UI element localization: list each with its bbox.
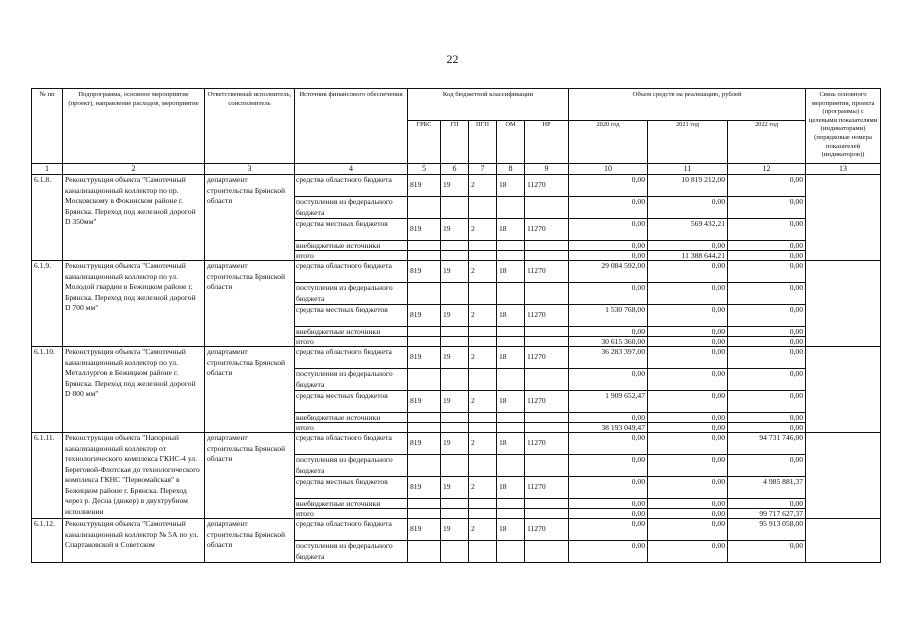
budget-code-np: 11270 bbox=[525, 433, 569, 455]
budget-code-om bbox=[497, 327, 525, 337]
amount-2022: 0,00 bbox=[728, 413, 806, 423]
responsible-executor: департамент строительства Брянской области bbox=[205, 261, 295, 347]
budget-code-pgp: 2 bbox=[469, 175, 497, 197]
column-number: 11 bbox=[648, 164, 728, 175]
column-number: 9 bbox=[525, 164, 569, 175]
column-number: 8 bbox=[497, 164, 525, 175]
funding-source: средства областного бюджета bbox=[295, 347, 408, 369]
budget-code-np: 11270 bbox=[525, 261, 569, 283]
amount-2022: 0,00 bbox=[728, 541, 806, 563]
funding-source: итого bbox=[295, 423, 408, 433]
budget-code-gp bbox=[441, 499, 469, 509]
budget-code-gp bbox=[441, 541, 469, 563]
budget-code-grbs bbox=[408, 413, 441, 423]
budget-code-om bbox=[497, 413, 525, 423]
project-number: 6.1.8. bbox=[32, 175, 63, 261]
amount-2022: 95 913 058,00 bbox=[728, 519, 806, 541]
budget-code-grbs: 819 bbox=[408, 391, 441, 413]
funding-source: средства областного бюджета bbox=[295, 519, 408, 541]
project-number: 6.1.9. bbox=[32, 261, 63, 347]
budget-code-pgp bbox=[469, 241, 497, 251]
header-2020: 2020 год bbox=[569, 121, 648, 164]
budget-code-pgp: 2 bbox=[469, 391, 497, 413]
project-number: 6.1.12. bbox=[32, 519, 63, 563]
budget-code-grbs: 819 bbox=[408, 219, 441, 241]
budget-code-om bbox=[497, 197, 525, 219]
budget-code-pgp: 2 bbox=[469, 219, 497, 241]
amount-2020: 0,00 bbox=[569, 327, 648, 337]
table-row bbox=[32, 261, 881, 283]
budget-code-gp bbox=[441, 369, 469, 391]
budget-code-grbs bbox=[408, 283, 441, 305]
header-row bbox=[32, 89, 881, 121]
budget-code-om bbox=[497, 337, 525, 347]
header-volume: Объем средств на реализацию, рублей bbox=[569, 89, 806, 121]
funding-source: внебюджетные источники bbox=[295, 413, 408, 423]
amount-2020: 0,00 bbox=[569, 499, 648, 509]
amount-2020: 30 615 360,00 bbox=[569, 337, 648, 347]
budget-code-grbs: 819 bbox=[408, 347, 441, 369]
amount-2020: 36 283 397,00 bbox=[569, 347, 648, 369]
amount-2022: 0,00 bbox=[728, 175, 806, 197]
budget-code-om bbox=[497, 541, 525, 563]
column-number: 5 bbox=[408, 164, 441, 175]
amount-2020: 0,00 bbox=[569, 251, 648, 261]
budget-code-gp: 19 bbox=[441, 391, 469, 413]
budget-code-np bbox=[525, 413, 569, 423]
amount-2021: 0,00 bbox=[648, 433, 728, 455]
column-number: 1 bbox=[32, 164, 63, 175]
amount-2020: 38 193 049,47 bbox=[569, 423, 648, 433]
budget-code-np bbox=[525, 541, 569, 563]
amount-2021: 11 388 644,21 bbox=[648, 251, 728, 261]
amount-2020: 0,00 bbox=[569, 509, 648, 519]
amount-2021: 0,00 bbox=[648, 423, 728, 433]
amount-2021: 0,00 bbox=[648, 413, 728, 423]
responsible-executor: департамент строительства Брянской области bbox=[205, 175, 295, 261]
budget-code-np bbox=[525, 499, 569, 509]
column-number: 3 bbox=[205, 164, 295, 175]
amount-2020: 0,00 bbox=[569, 197, 648, 219]
amount-2021: 0,00 bbox=[648, 327, 728, 337]
funding-source: итого bbox=[295, 251, 408, 261]
budget-code-om bbox=[497, 251, 525, 261]
amount-2020: 1 530 768,00 bbox=[569, 305, 648, 327]
budget-code-grbs: 819 bbox=[408, 175, 441, 197]
funding-source: средства областного бюджета bbox=[295, 175, 408, 197]
amount-2022: 4 985 881,37 bbox=[728, 477, 806, 499]
budget-code-om bbox=[497, 423, 525, 433]
amount-2021: 0,00 bbox=[648, 283, 728, 305]
amount-2022: 0,00 bbox=[728, 455, 806, 477]
budget-code-om bbox=[497, 369, 525, 391]
funding-source: итого bbox=[295, 509, 408, 519]
amount-2021: 0,00 bbox=[648, 509, 728, 519]
budget-code-grbs bbox=[408, 509, 441, 519]
indicator-link bbox=[806, 261, 881, 347]
budget-code-om: 18 bbox=[497, 519, 525, 541]
table-row bbox=[32, 347, 881, 369]
funding-source: средства местных бюджетов bbox=[295, 305, 408, 327]
budget-code-grbs bbox=[408, 337, 441, 347]
funding-source: поступления из федерального бюджета bbox=[295, 197, 408, 219]
budget-code-np bbox=[525, 283, 569, 305]
project-name: Реконструкция объекта "Самотечный канализационный коллектор № 5А по ул. Спартаковской в Советском bbox=[63, 519, 205, 563]
funding-source: внебюджетные источники bbox=[295, 499, 408, 509]
header-grbs: ГРБС bbox=[408, 121, 441, 164]
header-budget-code: Код бюджетной классификации bbox=[408, 89, 569, 121]
budget-code-pgp bbox=[469, 251, 497, 261]
budget-code-gp: 19 bbox=[441, 175, 469, 197]
budget-code-pgp: 2 bbox=[469, 519, 497, 541]
budget-code-pgp bbox=[469, 197, 497, 219]
budget-code-np: 11270 bbox=[525, 391, 569, 413]
budget-code-gp: 19 bbox=[441, 305, 469, 327]
budget-code-om bbox=[497, 241, 525, 251]
project-number: 6.1.11. bbox=[32, 433, 63, 519]
funding-source: средства областного бюджета bbox=[295, 433, 408, 455]
header-2021: 2021 год bbox=[648, 121, 728, 164]
budget-code-grbs bbox=[408, 241, 441, 251]
budget-code-grbs bbox=[408, 197, 441, 219]
amount-2022: 0,00 bbox=[728, 283, 806, 305]
budget-code-grbs bbox=[408, 423, 441, 433]
budget-code-np bbox=[525, 509, 569, 519]
budget-code-pgp bbox=[469, 499, 497, 509]
amount-2020: 0,00 bbox=[569, 541, 648, 563]
budget-code-np: 11270 bbox=[525, 519, 569, 541]
funding-source: внебюджетные источники bbox=[295, 327, 408, 337]
budget-code-pgp bbox=[469, 541, 497, 563]
indicator-link bbox=[806, 519, 881, 563]
amount-2020: 0,00 bbox=[569, 477, 648, 499]
budget-code-np bbox=[525, 369, 569, 391]
budget-code-pgp bbox=[469, 369, 497, 391]
budget-code-pgp bbox=[469, 337, 497, 347]
amount-2020: 0,00 bbox=[569, 519, 648, 541]
project-name: Реконструкция объекта "Самотечный канализационный коллектор по ул. Молодой гвардии в Бежицком районе г. Брянска. Переход под железной дорогой D 700 мм" bbox=[63, 261, 205, 347]
budget-code-np: 11270 bbox=[525, 347, 569, 369]
budget-code-om: 18 bbox=[497, 391, 525, 413]
budget-code-gp bbox=[441, 197, 469, 219]
funding-source: средства областного бюджета bbox=[295, 261, 408, 283]
amount-2022: 0,00 bbox=[728, 347, 806, 369]
budget-code-grbs bbox=[408, 327, 441, 337]
header-num: № пп bbox=[32, 89, 63, 164]
budget-code-gp: 19 bbox=[441, 519, 469, 541]
funding-source: средства местных бюджетов bbox=[295, 391, 408, 413]
budget-code-gp: 19 bbox=[441, 433, 469, 455]
amount-2022: 0,00 bbox=[728, 391, 806, 413]
amount-2020: 1 909 652,47 bbox=[569, 391, 648, 413]
column-number: 2 bbox=[63, 164, 205, 175]
column-number: 10 bbox=[569, 164, 648, 175]
budget-code-grbs: 819 bbox=[408, 433, 441, 455]
column-number: 13 bbox=[806, 164, 881, 175]
amount-2020: 0,00 bbox=[569, 175, 648, 197]
amount-2021: 0,00 bbox=[648, 541, 728, 563]
project-number: 6.1.10. bbox=[32, 347, 63, 433]
budget-code-grbs: 819 bbox=[408, 305, 441, 327]
budget-code-pgp: 2 bbox=[469, 347, 497, 369]
budget-code-om bbox=[497, 509, 525, 519]
amount-2022: 0,00 bbox=[728, 337, 806, 347]
budget-code-om bbox=[497, 283, 525, 305]
amount-2020: 0,00 bbox=[569, 413, 648, 423]
budget-code-np bbox=[525, 251, 569, 261]
amount-2022: 0,00 bbox=[728, 423, 806, 433]
header-subprogram: Подпрограмма, основное мероприятие (проект), направление расходов, мероприятие bbox=[63, 89, 205, 164]
budget-code-pgp bbox=[469, 455, 497, 477]
header-gp: ГП bbox=[441, 121, 469, 164]
budget-code-gp bbox=[441, 455, 469, 477]
amount-2022: 94 731 746,00 bbox=[728, 433, 806, 455]
budget-code-gp bbox=[441, 327, 469, 337]
amount-2021: 0,00 bbox=[648, 455, 728, 477]
budget-code-om: 18 bbox=[497, 477, 525, 499]
budget-code-grbs bbox=[408, 541, 441, 563]
budget-code-gp bbox=[441, 509, 469, 519]
budget-code-gp: 19 bbox=[441, 477, 469, 499]
amount-2020: 0,00 bbox=[569, 241, 648, 251]
amount-2022: 0,00 bbox=[728, 219, 806, 241]
amount-2021: 0,00 bbox=[648, 499, 728, 509]
budget-code-gp bbox=[441, 413, 469, 423]
budget-code-gp bbox=[441, 241, 469, 251]
funding-source: поступления из федерального бюджета bbox=[295, 283, 408, 305]
amount-2022: 0,00 bbox=[728, 305, 806, 327]
amount-2020: 0,00 bbox=[569, 219, 648, 241]
budget-table bbox=[31, 88, 881, 563]
budget-code-grbs: 819 bbox=[408, 261, 441, 283]
budget-code-gp bbox=[441, 251, 469, 261]
budget-code-om: 18 bbox=[497, 305, 525, 327]
responsible-executor: департамент строительства Брянской области bbox=[205, 433, 295, 519]
budget-code-pgp bbox=[469, 423, 497, 433]
table-row bbox=[32, 519, 881, 541]
funding-source: поступления из федерального бюджета bbox=[295, 369, 408, 391]
column-numbers-row bbox=[32, 164, 881, 175]
budget-code-om: 18 bbox=[497, 219, 525, 241]
budget-code-np: 11270 bbox=[525, 477, 569, 499]
amount-2021: 0,00 bbox=[648, 197, 728, 219]
indicator-link bbox=[806, 175, 881, 261]
amount-2022: 0,00 bbox=[728, 251, 806, 261]
funding-source: итого bbox=[295, 337, 408, 347]
budget-code-pgp bbox=[469, 327, 497, 337]
header-np: НР bbox=[525, 121, 569, 164]
budget-code-grbs: 819 bbox=[408, 519, 441, 541]
amount-2021: 0,00 bbox=[648, 261, 728, 283]
budget-code-np: 11270 bbox=[525, 305, 569, 327]
header-responsible: Ответственный исполнитель, соисполнитель bbox=[205, 89, 295, 164]
amount-2021: 0,00 bbox=[648, 519, 728, 541]
header-source: Источник финансового обеспечения bbox=[295, 89, 408, 164]
budget-code-np: 11270 bbox=[525, 175, 569, 197]
header-om: ОМ bbox=[497, 121, 525, 164]
funding-source: средства местных бюджетов bbox=[295, 219, 408, 241]
header-pgp: ПГП bbox=[469, 121, 497, 164]
budget-code-np bbox=[525, 337, 569, 347]
amount-2021: 0,00 bbox=[648, 305, 728, 327]
responsible-executor: департамент строительства Брянской области bbox=[205, 519, 295, 563]
amount-2020: 0,00 bbox=[569, 369, 648, 391]
column-number: 4 bbox=[295, 164, 408, 175]
column-number: 12 bbox=[728, 164, 806, 175]
column-number: 7 bbox=[469, 164, 497, 175]
amount-2022: 0,00 bbox=[728, 369, 806, 391]
table-row bbox=[32, 175, 881, 197]
amount-2021: 569 432,21 bbox=[648, 219, 728, 241]
funding-source: средства местных бюджетов bbox=[295, 477, 408, 499]
budget-code-gp bbox=[441, 283, 469, 305]
project-name: Реконструкция объекта "Самотечный канализационный коллектор по пр. Московскому в Фокинском районе г. Брянска. Переход под железной дорогой D 350мм" bbox=[63, 175, 205, 261]
budget-code-np: 11270 bbox=[525, 219, 569, 241]
funding-source: поступления из федерального бюджета bbox=[295, 455, 408, 477]
budget-code-np bbox=[525, 455, 569, 477]
project-name: Реконструкция объекта "Самотечный канализационный коллектор по ул. Металлургов в Бежицком районе г. Брянска. Переход под железной дорогой D 800 мм" bbox=[63, 347, 205, 433]
table-row bbox=[32, 433, 881, 455]
amount-2022: 99 717 627,37 bbox=[728, 509, 806, 519]
budget-code-om: 18 bbox=[497, 175, 525, 197]
budget-code-grbs bbox=[408, 369, 441, 391]
budget-code-gp bbox=[441, 423, 469, 433]
project-name: Реконструкция объекта "Напорный канализационный коллектор от технологического комплекса ГКНС-4 ул. Береговой-Флотская до технологического комплекса ГКНС "Первомайская" в Бежицком районе г. Брянска. Переход через р. Десна (дюкер) в двухтрубном исполнении bbox=[63, 433, 205, 519]
budget-code-gp: 19 bbox=[441, 347, 469, 369]
funding-source: поступления из федерального бюджета bbox=[295, 541, 408, 563]
amount-2020: 29 084 592,00 bbox=[569, 261, 648, 283]
amount-2022: 0,00 bbox=[728, 241, 806, 251]
budget-code-np bbox=[525, 327, 569, 337]
amount-2021: 0,00 bbox=[648, 347, 728, 369]
amount-2020: 0,00 bbox=[569, 433, 648, 455]
budget-code-grbs: 819 bbox=[408, 477, 441, 499]
budget-code-grbs bbox=[408, 499, 441, 509]
column-number: 6 bbox=[441, 164, 469, 175]
responsible-executor: департамент строительства Брянской области bbox=[205, 347, 295, 433]
amount-2022: 0,00 bbox=[728, 327, 806, 337]
budget-code-gp bbox=[441, 337, 469, 347]
budget-code-gp: 19 bbox=[441, 219, 469, 241]
budget-code-om bbox=[497, 499, 525, 509]
budget-code-np bbox=[525, 197, 569, 219]
budget-code-pgp bbox=[469, 283, 497, 305]
budget-code-om: 18 bbox=[497, 433, 525, 455]
amount-2022: 0,00 bbox=[728, 261, 806, 283]
amount-2022: 0,00 bbox=[728, 197, 806, 219]
amount-2021: 0,00 bbox=[648, 477, 728, 499]
amount-2020: 0,00 bbox=[569, 283, 648, 305]
indicator-link bbox=[806, 347, 881, 433]
funding-source: внебюджетные источники bbox=[295, 241, 408, 251]
page-number: 22 bbox=[446, 52, 459, 66]
budget-code-pgp: 2 bbox=[469, 433, 497, 455]
budget-code-pgp: 2 bbox=[469, 477, 497, 499]
budget-code-om bbox=[497, 455, 525, 477]
budget-code-pgp bbox=[469, 509, 497, 519]
budget-code-pgp: 2 bbox=[469, 305, 497, 327]
amount-2020: 0,00 bbox=[569, 455, 648, 477]
budget-code-gp: 19 bbox=[441, 261, 469, 283]
budget-code-grbs bbox=[408, 455, 441, 477]
budget-code-np bbox=[525, 423, 569, 433]
amount-2021: 0,00 bbox=[648, 241, 728, 251]
header-2022: 2022 год bbox=[728, 121, 806, 164]
budget-code-grbs bbox=[408, 251, 441, 261]
amount-2021: 0,00 bbox=[648, 369, 728, 391]
amount-2022: 0,00 bbox=[728, 499, 806, 509]
amount-2021: 10 819 212,00 bbox=[648, 175, 728, 197]
budget-code-pgp bbox=[469, 413, 497, 423]
budget-code-om: 18 bbox=[497, 261, 525, 283]
amount-2021: 0,00 bbox=[648, 337, 728, 347]
budget-code-np bbox=[525, 241, 569, 251]
budget-code-om: 18 bbox=[497, 347, 525, 369]
amount-2021: 0,00 bbox=[648, 391, 728, 413]
indicator-link bbox=[806, 433, 881, 519]
budget-code-pgp: 2 bbox=[469, 261, 497, 283]
header-link: Связь основного мероприятия, проекта (программы) с целевыми показателями (индикаторами) (порядковые номера показателей (индикаторов)) bbox=[806, 89, 881, 164]
